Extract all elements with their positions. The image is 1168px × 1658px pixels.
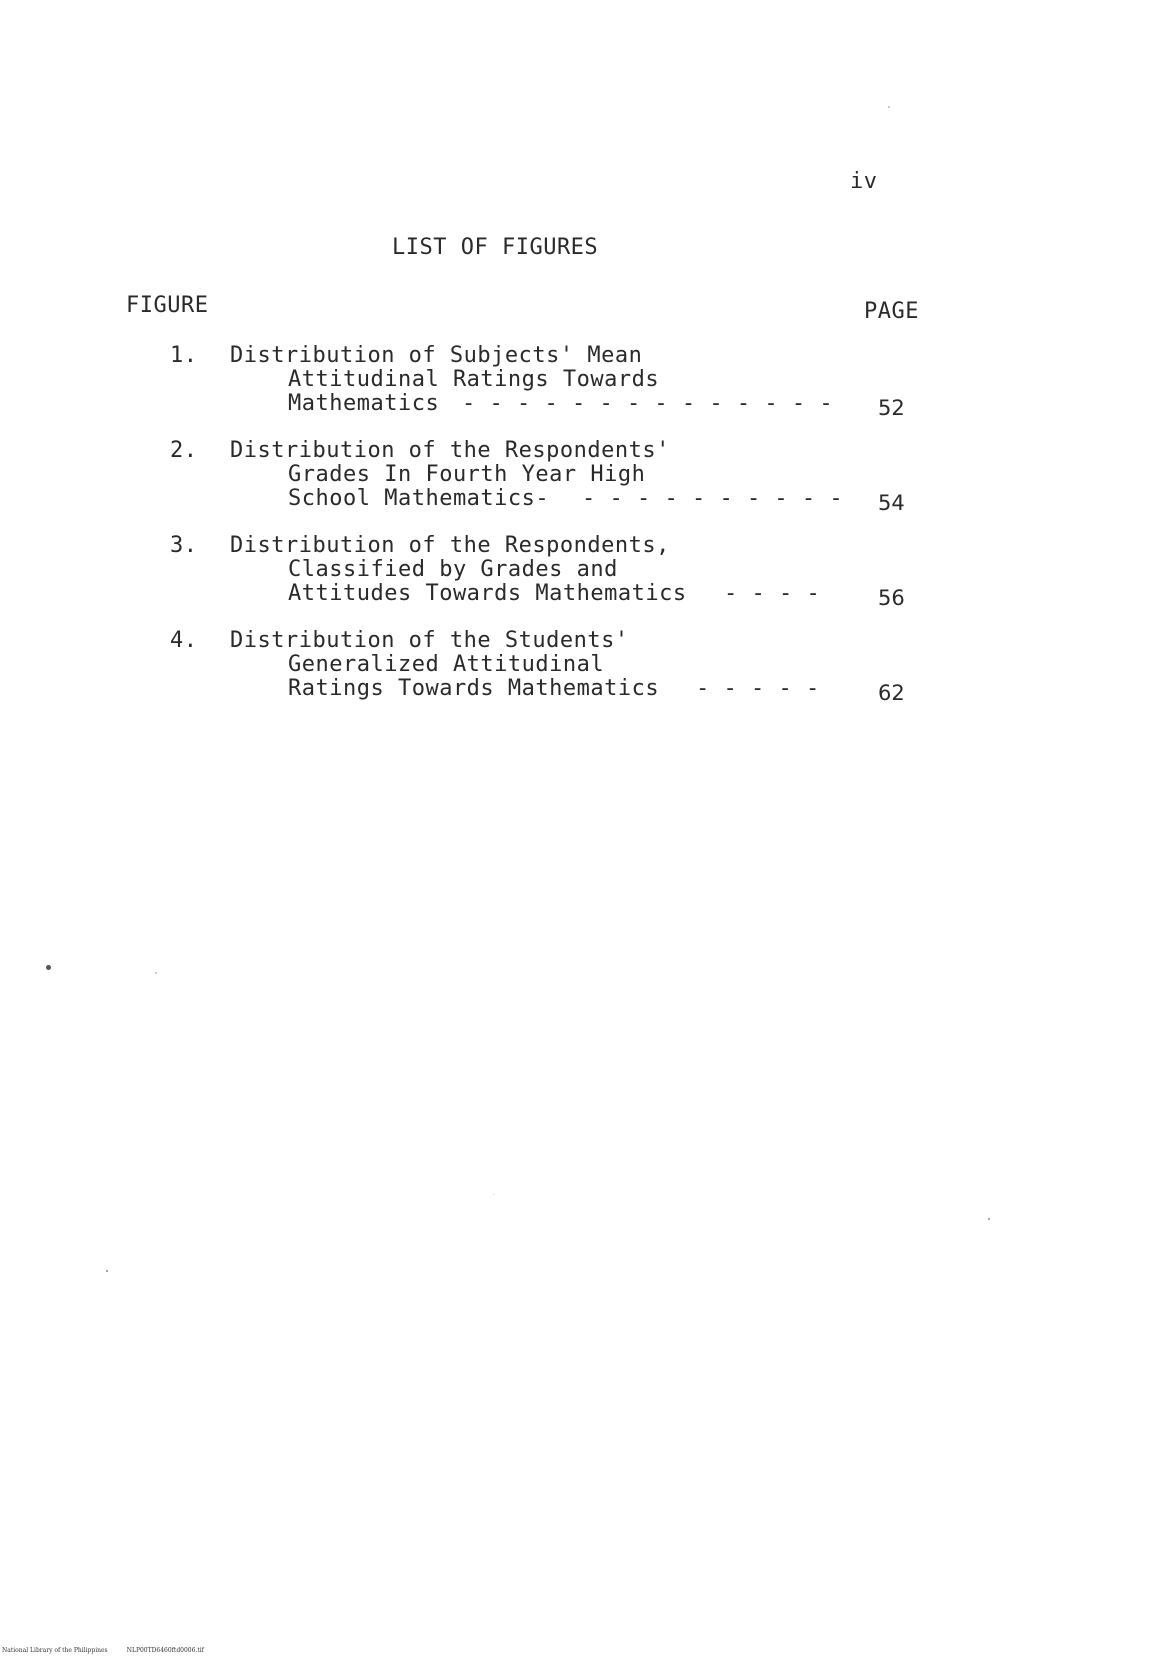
scan-speck — [155, 972, 157, 974]
dot-leader: - - - - — [724, 581, 821, 606]
dot-leader: - - - - - - - - - - - - - - — [462, 391, 834, 416]
figure-number: 3. — [170, 533, 198, 558]
figure-caption-line: Attitudinal Ratings Towards — [288, 367, 660, 392]
figure-number: 4. — [170, 628, 198, 653]
figure-page-number: 54 — [878, 491, 905, 515]
figure-entry-4 — [0, 629, 1168, 709]
figure-caption-line: Distribution of Subjects' Mean — [230, 343, 643, 368]
scan-speck — [888, 106, 890, 108]
figure-page-number: 62 — [878, 681, 905, 705]
figure-page-number: 56 — [878, 586, 905, 610]
figure-caption-line: Generalized Attitudinal — [288, 652, 605, 677]
dot-leader: - - - - - - - - - - — [582, 486, 844, 511]
figure-number: 1. — [170, 343, 198, 368]
page-number: iv — [850, 169, 878, 194]
figure-caption-line: Distribution of the Respondents' — [230, 438, 670, 463]
figure-caption-line: Grades In Fourth Year High — [288, 462, 646, 487]
figure-number: 2. — [170, 438, 198, 463]
figure-caption-line: Classified by Grades and — [288, 557, 618, 582]
figure-column-header: FIGURE — [126, 293, 209, 318]
figure-entry-3 — [0, 534, 1168, 614]
library-credit: National Library of the Philippines — [2, 1647, 108, 1654]
figure-caption-line: Distribution of the Respondents, — [230, 533, 670, 558]
scan-speck — [988, 1218, 990, 1220]
dot-leader: - - - - - — [696, 676, 820, 701]
page-column-header: PAGE — [864, 299, 919, 324]
scan-speck — [106, 1270, 108, 1272]
figure-entry-1 — [0, 344, 1168, 424]
scan-footer — [2, 1647, 204, 1654]
figure-entry-2 — [0, 439, 1168, 519]
scan-speck — [46, 965, 51, 970]
figure-caption-line: School Mathematics- — [288, 486, 550, 511]
scan-filename: NLP00TD6460ftd0006.tif — [126, 1647, 204, 1654]
figure-caption-line: Ratings Towards Mathematics — [288, 676, 660, 701]
figure-caption-line: Mathematics — [288, 391, 440, 416]
figure-caption-line: Attitudes Towards Mathematics — [288, 581, 687, 606]
scan-speck — [493, 1194, 494, 1195]
figure-caption-line: Distribution of the Students' — [230, 628, 629, 653]
page-title: LIST OF FIGURES — [392, 235, 599, 260]
figure-page-number: 52 — [878, 396, 905, 420]
